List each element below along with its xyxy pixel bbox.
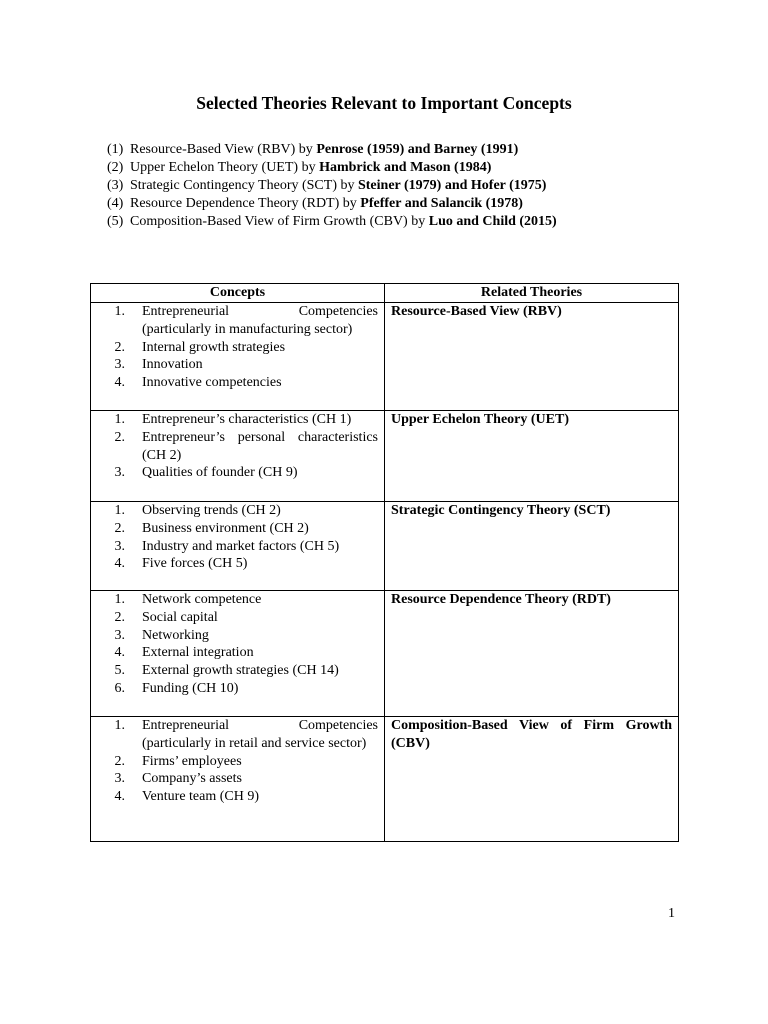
- concept-item: 1. Observing trends (CH 2): [114, 503, 281, 518]
- table-header-row: [91, 284, 679, 303]
- theory-name: Resource-Based View (RBV): [391, 304, 562, 319]
- table-row: [91, 717, 679, 842]
- column-header-related-theories: Related Theories: [385, 284, 679, 303]
- table-row: [91, 502, 679, 591]
- concept-item: 2. Firms’ employees: [114, 753, 242, 769]
- concept-item: 5. External growth strategies (CH 14): [114, 663, 339, 679]
- theory-reference-list: [107, 141, 747, 231]
- concepts-theories-table: [90, 283, 679, 842]
- reference-text: Resource Dependence Theory (RDT) by: [130, 196, 361, 211]
- reference-authors: Hambrick and Mason (1984): [319, 160, 492, 175]
- reference-item: [107, 177, 747, 195]
- concept-item: 4. Five forces (CH 5): [114, 556, 248, 572]
- concept-item: 6. Funding (CH 10): [114, 680, 239, 696]
- theory-cell: [385, 502, 679, 591]
- theory-cell: [385, 303, 679, 411]
- theory-name: Composition-Based View of Firm Growth (CBV): [391, 718, 672, 751]
- reference-authors: Steiner (1979) and Hofer (1975): [357, 178, 547, 193]
- reference-number: (3): [107, 178, 124, 193]
- reference-authors: Luo and Child (2015): [428, 214, 557, 229]
- reference-item: [107, 141, 747, 159]
- reference-item: [107, 213, 747, 231]
- concept-item: 3. Company’s assets: [114, 771, 242, 787]
- page-title: Selected Theories Relevant to Important Concepts: [196, 93, 572, 113]
- reference-text: Strategic Contingency Theory (SCT) by: [130, 178, 358, 193]
- concepts-cell: [91, 502, 385, 591]
- concept-item: 4. External integration: [114, 645, 254, 661]
- concept-item: 2. Social capital: [114, 609, 218, 625]
- theory-name: Strategic Contingency Theory (SCT): [391, 503, 611, 518]
- reference-number: (4): [107, 196, 124, 211]
- concepts-cell: [91, 591, 385, 717]
- reference-text: Upper Echelon Theory (UET) by: [130, 160, 320, 175]
- theory-name: Resource Dependence Theory (RDT): [391, 592, 611, 607]
- concept-item: 2. Entrepreneur’s personal characteristics (CH 2): [114, 429, 378, 463]
- concept-item: 3. Qualities of founder (CH 9): [114, 465, 298, 481]
- concept-item: 1. Entrepreneurial Competencies (particularly in manufacturing sector): [114, 304, 378, 337]
- concept-item: 3. Industry and market factors (CH 5): [114, 538, 340, 554]
- theory-cell: [385, 591, 679, 717]
- reference-text: Resource-Based View (RBV) by: [130, 142, 317, 157]
- concept-item: 1. Network competence: [114, 592, 262, 607]
- reference-text: Composition-Based View of Firm Growth (CBV) by: [130, 214, 429, 229]
- reference-item: [107, 195, 747, 213]
- theory-cell: [385, 411, 679, 502]
- concept-item: 4. Venture team (CH 9): [114, 789, 260, 805]
- table-row: [91, 591, 679, 717]
- page-number: 1: [668, 906, 675, 921]
- concepts-cell: [91, 411, 385, 502]
- theory-cell: [385, 717, 679, 842]
- reference-number: (5): [107, 214, 124, 229]
- reference-authors: Penrose (1959) and Barney (1991): [316, 142, 519, 157]
- column-header-concepts: Concepts: [91, 284, 385, 303]
- reference-authors: Pfeffer and Salancik (1978): [360, 196, 523, 211]
- concept-item: 3. Networking: [114, 627, 209, 643]
- concepts-cell: [91, 717, 385, 842]
- reference-number: (1): [107, 142, 124, 157]
- theory-name: Upper Echelon Theory (UET): [391, 412, 569, 427]
- reference-number: (2): [107, 160, 124, 175]
- table-row: [91, 411, 679, 502]
- concept-item: 2. Business environment (CH 2): [114, 520, 309, 536]
- table-row: [91, 303, 679, 411]
- reference-item: [107, 159, 747, 177]
- concepts-cell: [91, 303, 385, 411]
- concept-item: 2. Internal growth strategies: [114, 339, 286, 355]
- concept-item: 1. Entrepreneurial Competencies (particularly in retail and service sector): [114, 718, 378, 751]
- concept-item: 4. Innovative competencies: [114, 375, 282, 391]
- concept-item: 1. Entrepreneur’s characteristics (CH 1): [114, 412, 352, 427]
- concept-item: 3. Innovation: [114, 357, 203, 373]
